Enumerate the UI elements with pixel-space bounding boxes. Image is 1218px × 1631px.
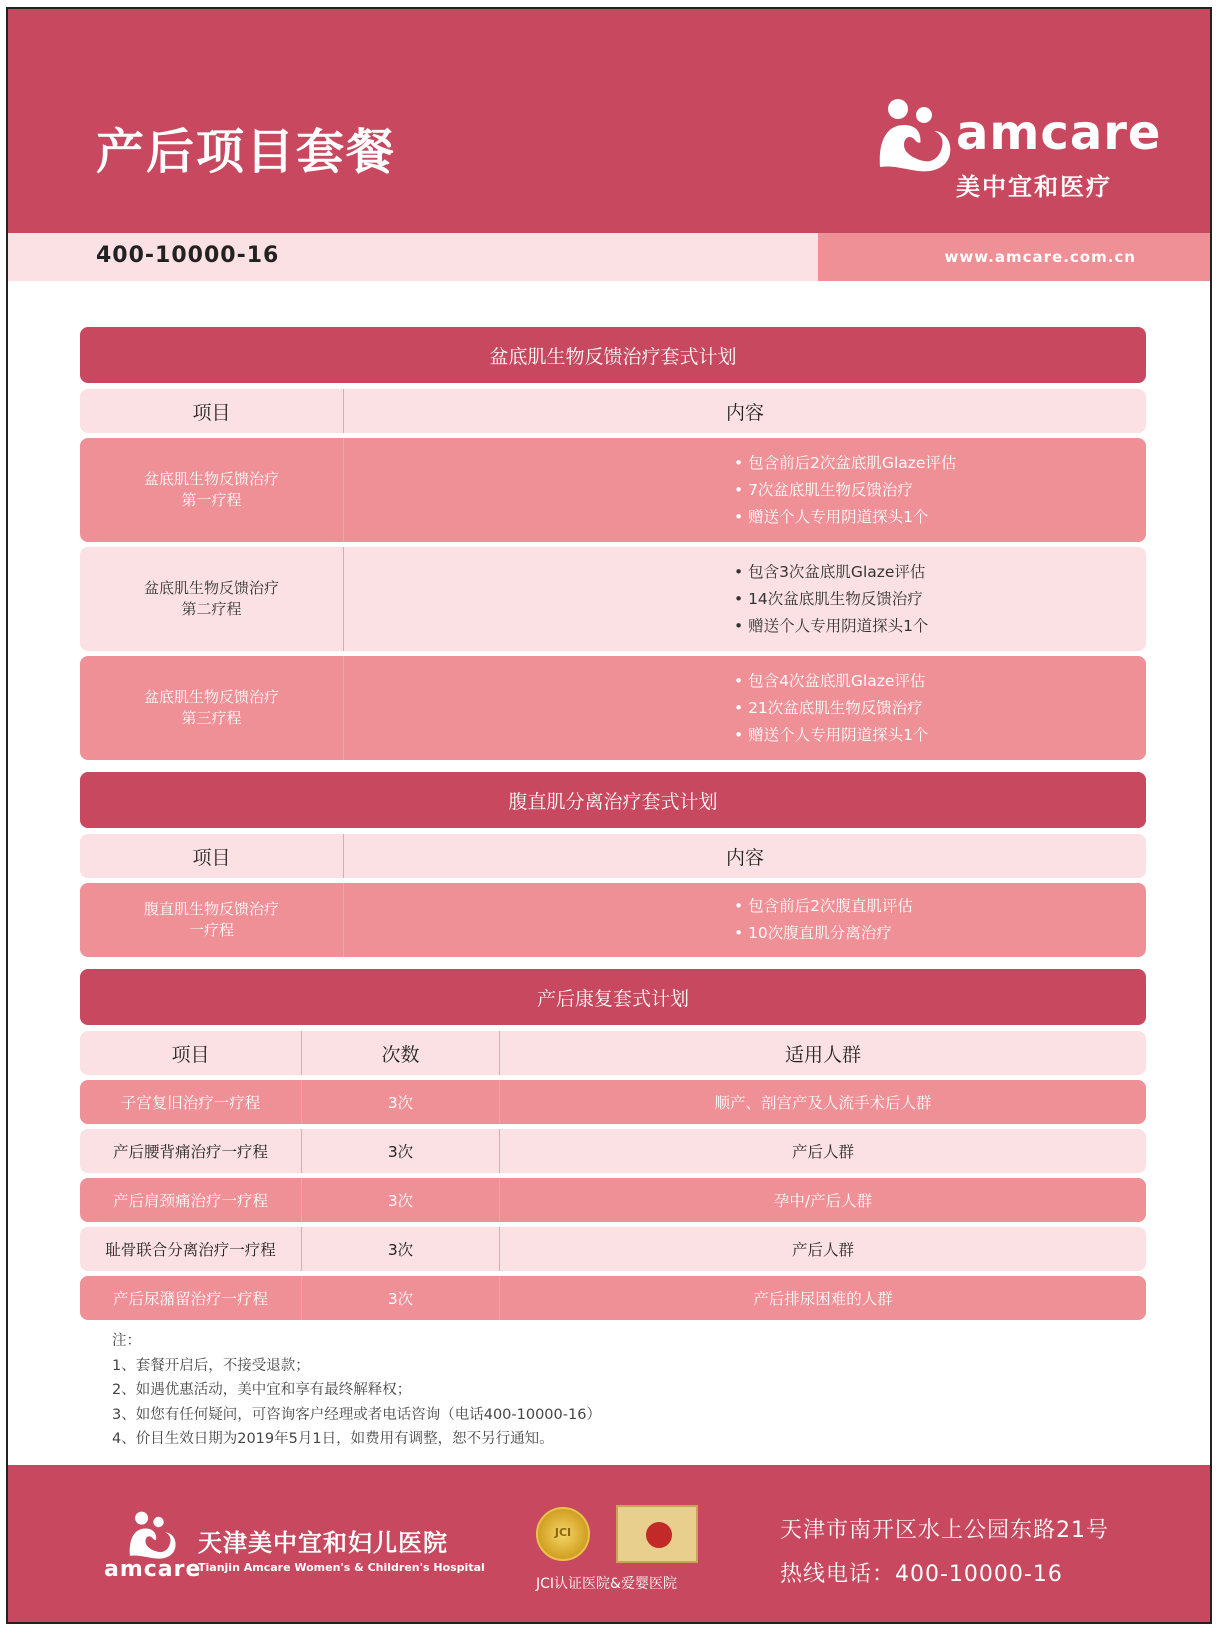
col-header-item: 项目 [80,389,344,433]
notes-title: 注： [112,1333,141,1349]
footer-brand-name: amcare [104,1557,202,1582]
content-bullet: • 赠送个人专用阴道探头1个 [734,616,929,635]
item-course: 第三疗程 [181,709,242,727]
item-course: 第一疗程 [181,491,242,509]
flyer-page [6,7,1212,1624]
brand-name: amcare [956,105,1162,161]
recovery-table [80,969,1146,1320]
item-cell [80,883,344,957]
table-row [80,1178,1146,1222]
hospital-name: 天津美中宜和妇儿医院 [198,1529,448,1557]
col-header-item: 项目 [80,1031,302,1075]
count-cell: 3次 [302,1276,500,1320]
item-cell: 产后肩颈痛治疗一疗程 [80,1178,302,1222]
count-cell: 3次 [302,1178,500,1222]
content-bullet: • 包含4次盆底肌Glaze评估 [734,671,926,690]
family-logo-icon [874,95,954,175]
content-bullet: • 21次盆底肌生物反馈治疗 [734,698,923,717]
notes-block [112,1329,601,1452]
group-cell: 孕中/产后人群 [773,1192,873,1210]
website-band [818,233,1210,281]
count-cell: 3次 [302,1080,500,1124]
note-line: 3、如您有任何疑问，可咨询客户经理或者电话咨询（电话400-10000-16） [112,1406,601,1423]
table-header [80,834,1146,878]
section-title-recovery: 产后康复套式计划 [80,969,1146,1025]
content-cell [344,547,1146,651]
col-header-content: 内容 [725,846,764,869]
table-row [80,1080,1146,1124]
jci-seal-icon [536,1507,590,1561]
table-row [80,1227,1146,1271]
baby-friendly-seal-icon [616,1505,698,1563]
content-bullet: • 10次腹直肌分离治疗 [734,924,892,942]
cert-label: JCI认证医院&爱婴医院 [536,1576,677,1592]
group-cell: 产后人群 [791,1143,854,1161]
count-cell: 3次 [302,1227,500,1271]
item-name: 盆底肌生物反馈治疗 [143,688,279,706]
item-cell: 产后尿潴留治疗一疗程 [80,1276,302,1320]
phone-band [8,233,818,281]
table-row [80,656,1146,760]
item-cell: 子宫复旧治疗一疗程 [80,1080,302,1124]
note-line: 1、套餐开启后，不接受退款； [112,1357,310,1374]
content-bullet: • 包含3次盆底肌Glaze评估 [734,562,926,581]
item-cell [80,438,344,542]
hotline: 热线电话：400-10000-16 [780,1562,1063,1587]
col-header-group: 适用人群 [784,1043,861,1066]
item-cell [80,656,344,760]
note-line: 4、价目生效日期为2019年5月1日，如费用有调整，恕不另行通知。 [112,1431,554,1447]
item-course: 一疗程 [188,921,234,939]
item-cell: 耻骨联合分离治疗一疗程 [80,1227,302,1271]
content-bullet: • 赠送个人专用阴道探头1个 [734,507,929,526]
brand-subtitle: 美中宜和医疗 [956,173,1112,201]
family-logo-icon [122,1509,182,1561]
table-header [80,1031,1146,1075]
table-header [80,389,1146,433]
item-cell: 产后腰背痛治疗一疗程 [80,1129,302,1173]
content-bullet: • 14次盆底肌生物反馈治疗 [734,589,923,608]
section-title-rectus: 腹直肌分离治疗套式计划 [80,772,1146,828]
item-name: 盆底肌生物反馈治疗 [143,470,279,488]
col-header-content: 内容 [725,401,764,424]
content-bullet: • 赠送个人专用阴道探头1个 [734,725,929,744]
content-bullet: • 包含前后2次盆底肌Glaze评估 [734,453,957,472]
content-cell [344,438,1146,542]
item-name: 腹直肌生物反馈治疗 [143,900,279,918]
content-bullet: • 7次盆底肌生物反馈治疗 [734,480,913,499]
group-cell: 产后人群 [791,1241,854,1259]
table-row [80,547,1146,651]
col-header-count: 次数 [302,1031,500,1075]
table-row [80,883,1146,957]
count-cell: 3次 [302,1129,500,1173]
group-cell: 产后排尿困难的人群 [753,1290,893,1308]
content-area [80,327,1146,1325]
hospital-name-en: Tianjin Amcare Women's & Children's Hospital [198,1561,485,1574]
footer-banner [8,1465,1210,1624]
header-banner [8,9,1210,233]
content-bullet: • 包含前后2次腹直肌评估 [734,897,913,915]
brand-logo-block [874,87,1162,201]
phone-number: 400-10000-16 [96,243,280,268]
content-cell [344,883,1146,957]
item-cell [80,547,344,651]
table-row [80,438,1146,542]
address: 天津市南开区水上公园东路21号 [780,1518,1109,1543]
note-line: 2、如遇优惠活动，美中宜和享有最终解释权； [112,1382,412,1398]
col-header-item: 项目 [80,834,344,878]
website-url: www.amcare.com.cn [944,248,1136,266]
content-cell [344,656,1146,760]
table-row [80,1129,1146,1173]
section-title-pelvic: 盆底肌生物反馈治疗套式计划 [80,327,1146,383]
item-name: 盆底肌生物反馈治疗 [143,579,279,597]
item-course: 第二疗程 [181,600,242,618]
table-row [80,1276,1146,1320]
group-cell: 顺产、剖宫产及人流手术后人群 [714,1094,932,1112]
page-title: 产后项目套餐 [96,124,397,180]
